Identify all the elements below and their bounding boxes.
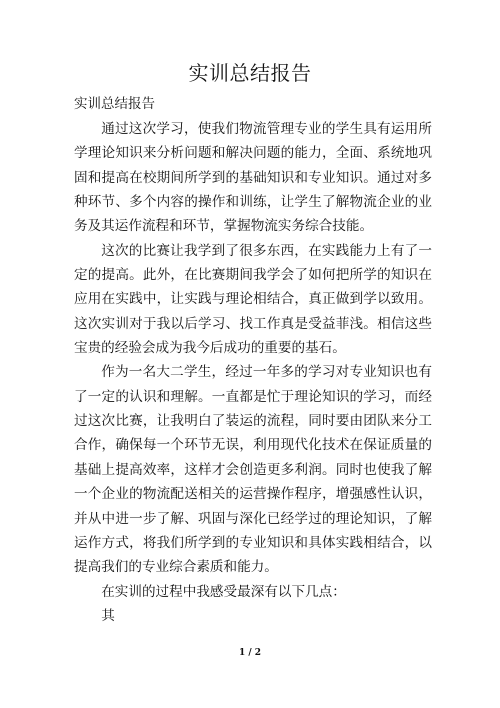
paragraph-5: 其 (101, 607, 115, 624)
document-body (74, 117, 432, 628)
document-subtitle: 实训总结报告 (74, 96, 155, 112)
paragraph-2: 这次的比赛让我学到了很多东西，在实践能力上有了一定的提高。此外，在比赛期间我学会了如何把所学的知识在应用在实践中，让实践与理论相结合，真正做到学以致用。这次实训对于我以后学习、找工作真是受益菲浅。相信这些宝贵的经验会成为我今后成功的重要的基石。 (74, 242, 432, 357)
paragraph-1: 通过这次学习，使我们物流管理专业的学生具有运用所学理论知识来分析问题和解决问题的能力，全面、系统地巩固和提高在校期间所学到的基础知识和专业知识。通过对多种环节、多个内容的操作和训练，让学生了解物流企业的业务及其运作流程和环节，掌握物流实务综合技能。 (74, 121, 432, 235)
paragraph-4: 在实训的过程中我感受最深有以下几点： (101, 583, 346, 600)
paragraph-3: 作为一名大二学生，经过一年多的学习对专业知识也有了一定的认识和理解。一直都是忙于理论知识的学习，而经过这次比赛，让我明白了装运的流程，同时要由团队来分工合作，确保每一个环节无误，利用现代化技术在保证质量的基础上提高效率，这样才会创造更多利润。同时也使我了解一个企业的物流配送相关的运营操作程序，增强感性认识，并从中进一步了解、巩固与深化已经学过的理论知识，了解运作方式，将我们所学到的专业知识和具体实践相结合，以提高我们的专业综合素质和能力。 (74, 364, 432, 576)
page-number: 1 / 2 (238, 648, 262, 658)
page-title: 实训总结报告 (188, 61, 312, 85)
